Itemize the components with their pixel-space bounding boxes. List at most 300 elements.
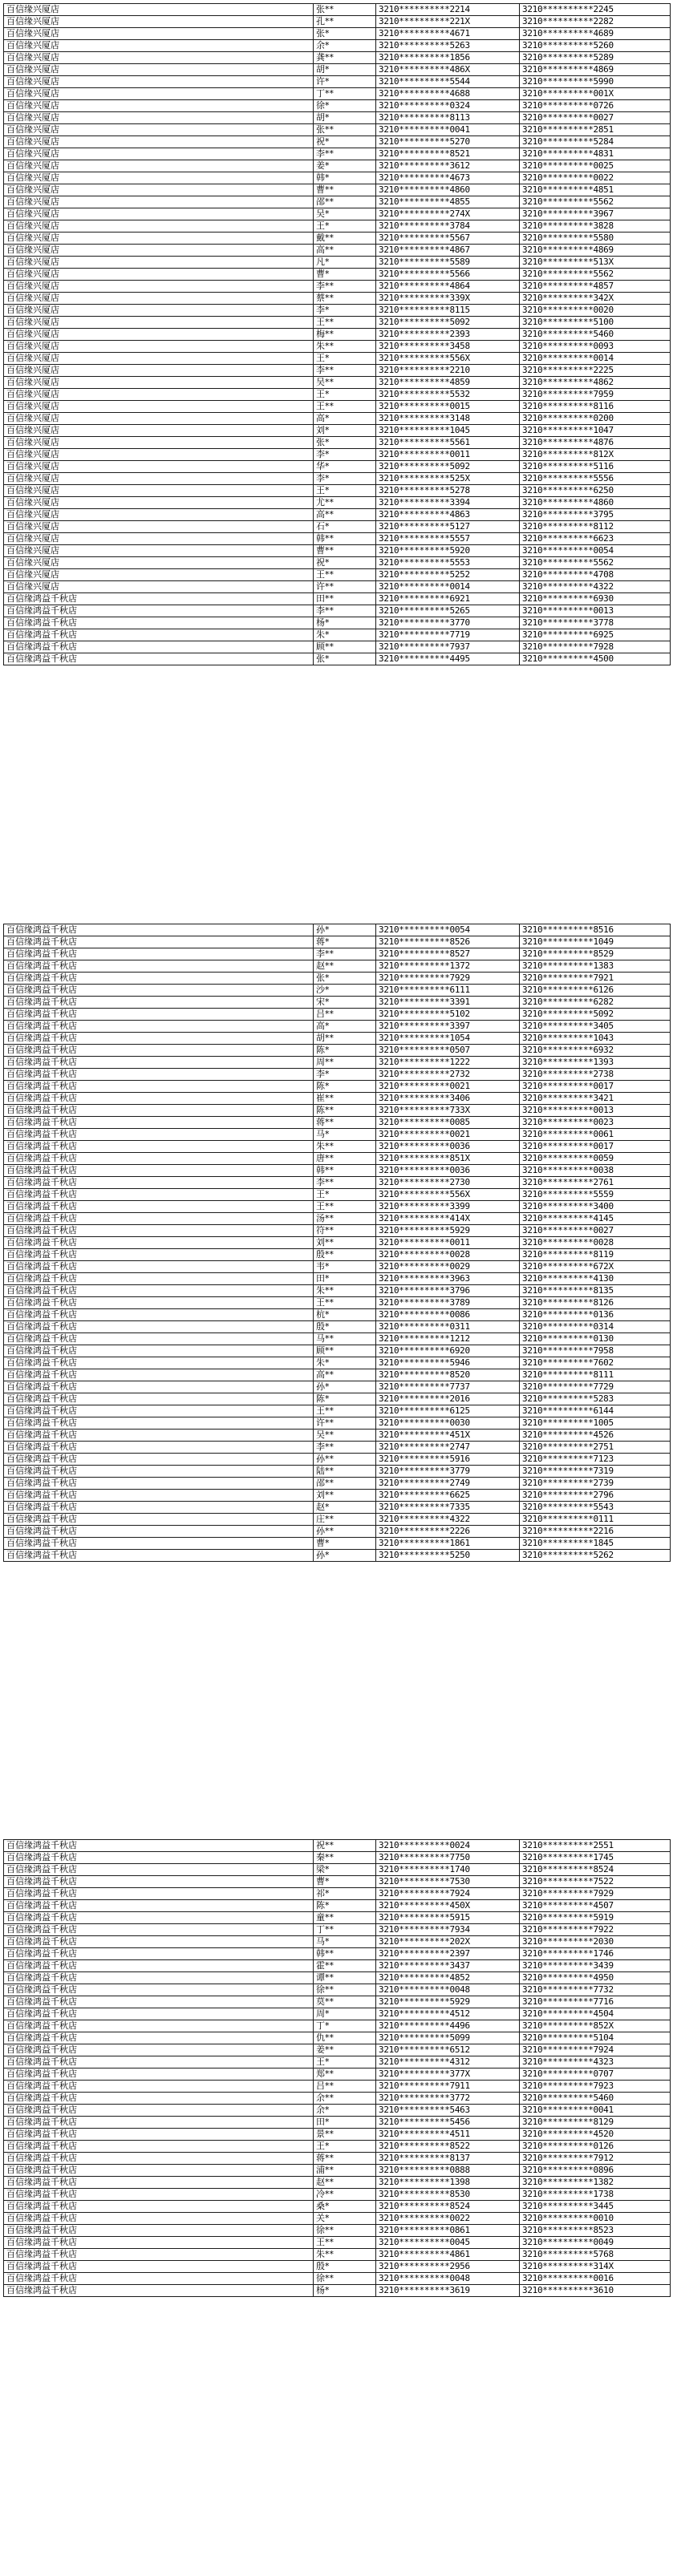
person-name-cell: 蒋** bbox=[314, 2153, 376, 2165]
id-number-cell: 3210**********2214 bbox=[376, 4, 520, 16]
id-number-alt-cell: 3210**********3610 bbox=[520, 2285, 671, 2297]
store-name-cell: 百信缘兴厦店 bbox=[4, 28, 314, 40]
table-row bbox=[4, 1972, 671, 1984]
id-number-alt-cell: 3210**********7921 bbox=[520, 973, 671, 985]
store-name-cell: 百信缘兴厦店 bbox=[4, 196, 314, 208]
person-name-cell: 许** bbox=[314, 581, 376, 593]
id-number-alt-cell: 3210**********8524 bbox=[520, 1864, 671, 1876]
store-name-cell: 百信缘兴厦店 bbox=[4, 220, 314, 233]
person-name-cell: 王* bbox=[314, 389, 376, 401]
table-row bbox=[4, 1129, 671, 1141]
id-number-cell: 3210**********1222 bbox=[376, 1057, 520, 1069]
store-name-cell: 百信缘鸿益千秋店 bbox=[4, 1960, 314, 1972]
id-number-cell: 3210**********0036 bbox=[376, 1141, 520, 1153]
store-name-cell: 百信缘鸿益千秋店 bbox=[4, 1381, 314, 1393]
id-number-alt-cell: 3210**********6930 bbox=[520, 593, 671, 605]
person-name-cell: 孔** bbox=[314, 16, 376, 28]
store-name-cell: 百信缘兴厦店 bbox=[4, 4, 314, 16]
id-number-cell: 3210**********3796 bbox=[376, 1285, 520, 1297]
table-row bbox=[4, 329, 671, 341]
store-name-cell: 百信缘鸿益千秋店 bbox=[4, 1393, 314, 1405]
store-name-cell: 百信缘兴厦店 bbox=[4, 401, 314, 413]
id-number-cell: 3210**********4852 bbox=[376, 1972, 520, 1984]
person-name-cell: 梅** bbox=[314, 329, 376, 341]
store-name-cell: 百信缘兴厦店 bbox=[4, 425, 314, 437]
store-name-cell: 百信缘兴厦店 bbox=[4, 172, 314, 184]
id-number-cell: 3210**********6625 bbox=[376, 1490, 520, 1502]
id-number-alt-cell: 3210**********3421 bbox=[520, 1093, 671, 1105]
person-name-cell: 顾** bbox=[314, 1345, 376, 1357]
id-number-alt-cell: 3210**********5116 bbox=[520, 461, 671, 473]
store-name-cell: 百信缘兴厦店 bbox=[4, 317, 314, 329]
store-name-cell: 百信缘兴厦店 bbox=[4, 365, 314, 377]
id-number-alt-cell: 3210**********8116 bbox=[520, 401, 671, 413]
table-row bbox=[4, 1105, 671, 1117]
id-number-cell: 3210**********4855 bbox=[376, 196, 520, 208]
table-row bbox=[4, 924, 671, 936]
store-name-cell: 百信缘鸿益千秋店 bbox=[4, 2032, 314, 2044]
id-number-cell: 3210**********5099 bbox=[376, 2032, 520, 2044]
id-number-cell: 3210**********4861 bbox=[376, 2249, 520, 2261]
person-name-cell: 祝* bbox=[314, 136, 376, 148]
id-number-alt-cell: 3210**********7959 bbox=[520, 389, 671, 401]
id-number-alt-cell: 3210**********8112 bbox=[520, 521, 671, 533]
id-number-cell: 3210**********5092 bbox=[376, 317, 520, 329]
store-name-cell: 百信缘鸿益千秋店 bbox=[4, 593, 314, 605]
table-row bbox=[4, 2056, 671, 2068]
table-row bbox=[4, 973, 671, 985]
person-name-cell: 曹* bbox=[314, 1538, 376, 1550]
person-name-cell: 张** bbox=[314, 4, 376, 16]
person-name-cell: 凡* bbox=[314, 257, 376, 269]
store-name-cell: 百信缘鸿益千秋店 bbox=[4, 1924, 314, 1936]
id-number-alt-cell: 3210**********2216 bbox=[520, 1526, 671, 1538]
person-name-cell: 张* bbox=[314, 973, 376, 985]
table-row bbox=[4, 1466, 671, 1478]
table-row bbox=[4, 1876, 671, 1888]
person-name-cell: 莫** bbox=[314, 1996, 376, 2008]
store-name-cell: 百信缘鸿益千秋店 bbox=[4, 1550, 314, 1562]
person-name-cell: 陈* bbox=[314, 1045, 376, 1057]
table-row bbox=[4, 1405, 671, 1417]
id-number-alt-cell: 3210**********2796 bbox=[520, 1490, 671, 1502]
id-number-cell: 3210**********2732 bbox=[376, 1069, 520, 1081]
id-number-alt-cell: 3210**********3405 bbox=[520, 1021, 671, 1033]
person-name-cell: 浦** bbox=[314, 2165, 376, 2177]
id-number-cell: 3210**********221X bbox=[376, 16, 520, 28]
store-name-cell: 百信缘鸿益千秋店 bbox=[4, 1117, 314, 1129]
table-row bbox=[4, 1454, 671, 1466]
store-name-cell: 百信缘鸿益千秋店 bbox=[4, 1237, 314, 1249]
store-name-cell: 百信缘兴厦店 bbox=[4, 269, 314, 281]
id-number-alt-cell: 3210**********0025 bbox=[520, 160, 671, 172]
id-number-cell: 3210**********0024 bbox=[376, 1840, 520, 1852]
store-name-cell: 百信缘鸿益千秋店 bbox=[4, 1852, 314, 1864]
store-name-cell: 百信缘鸿益千秋店 bbox=[4, 1105, 314, 1117]
id-number-cell: 3210**********5252 bbox=[376, 569, 520, 581]
table-row bbox=[4, 365, 671, 377]
id-number-alt-cell: 3210**********4831 bbox=[520, 148, 671, 160]
table-row bbox=[4, 629, 671, 641]
store-name-cell: 百信缘鸿益千秋店 bbox=[4, 1309, 314, 1321]
id-number-alt-cell: 3210**********8111 bbox=[520, 1369, 671, 1381]
store-name-cell: 百信缘鸿益千秋店 bbox=[4, 1201, 314, 1213]
table-row bbox=[4, 1840, 671, 1852]
id-number-cell: 3210**********5589 bbox=[376, 257, 520, 269]
store-name-cell: 百信缘鸿益千秋店 bbox=[4, 1045, 314, 1057]
id-number-cell: 3210**********5102 bbox=[376, 1009, 520, 1021]
table-row bbox=[4, 497, 671, 509]
person-name-cell: 华* bbox=[314, 461, 376, 473]
id-number-alt-cell: 3210**********2739 bbox=[520, 1478, 671, 1490]
id-number-cell: 3210**********2226 bbox=[376, 1526, 520, 1538]
id-number-alt-cell: 3210**********0726 bbox=[520, 100, 671, 112]
id-number-cell: 3210**********4864 bbox=[376, 281, 520, 293]
table-row bbox=[4, 2129, 671, 2141]
id-number-alt-cell: 3210**********7602 bbox=[520, 1357, 671, 1369]
table-row bbox=[4, 473, 671, 485]
store-name-cell: 百信缘兴厦店 bbox=[4, 208, 314, 220]
store-name-cell: 百信缘鸿益千秋店 bbox=[4, 2117, 314, 2129]
table-row bbox=[4, 1201, 671, 1213]
id-number-cell: 3210**********0085 bbox=[376, 1117, 520, 1129]
store-name-cell: 百信缘鸿益千秋店 bbox=[4, 997, 314, 1009]
id-number-alt-cell: 3210**********0093 bbox=[520, 341, 671, 353]
table-row bbox=[4, 112, 671, 124]
store-name-cell: 百信缘鸿益千秋店 bbox=[4, 1912, 314, 1924]
table-row bbox=[4, 997, 671, 1009]
id-number-cell: 3210**********486X bbox=[376, 64, 520, 76]
id-number-cell: 3210**********5463 bbox=[376, 2105, 520, 2117]
person-name-cell: 蒋* bbox=[314, 936, 376, 948]
table-row bbox=[4, 2285, 671, 2297]
table-row bbox=[4, 521, 671, 533]
id-number-alt-cell: 3210**********0020 bbox=[520, 305, 671, 317]
id-number-cell: 3210**********2956 bbox=[376, 2261, 520, 2273]
person-name-cell: 梁* bbox=[314, 1864, 376, 1876]
id-number-cell: 3210**********7737 bbox=[376, 1381, 520, 1393]
store-name-cell: 百信缘鸿益千秋店 bbox=[4, 936, 314, 948]
id-number-alt-cell: 3210**********8135 bbox=[520, 1285, 671, 1297]
table-row bbox=[4, 605, 671, 617]
id-number-alt-cell: 3210**********5543 bbox=[520, 1502, 671, 1514]
id-number-cell: 3210**********8115 bbox=[376, 305, 520, 317]
person-name-cell: 谭** bbox=[314, 1972, 376, 1984]
person-name-cell: 张** bbox=[314, 124, 376, 136]
store-name-cell: 百信缘兴厦店 bbox=[4, 184, 314, 196]
store-name-cell: 百信缘兴厦店 bbox=[4, 509, 314, 521]
table-row bbox=[4, 641, 671, 653]
table-row bbox=[4, 1177, 671, 1189]
person-name-cell: 桑* bbox=[314, 2201, 376, 2213]
id-number-cell: 3210**********451X bbox=[376, 1430, 520, 1442]
id-number-cell: 3210**********525X bbox=[376, 473, 520, 485]
id-number-cell: 3210**********0030 bbox=[376, 1417, 520, 1430]
person-name-cell: 高** bbox=[314, 509, 376, 521]
table-row bbox=[4, 317, 671, 329]
store-name-cell: 百信缘兴厦店 bbox=[4, 112, 314, 124]
id-number-alt-cell: 3210**********0130 bbox=[520, 1333, 671, 1345]
id-number-cell: 3210**********4496 bbox=[376, 2020, 520, 2032]
store-name-cell: 百信缘鸿益千秋店 bbox=[4, 1466, 314, 1478]
person-name-cell: 余** bbox=[314, 2093, 376, 2105]
id-number-cell: 3210**********1861 bbox=[376, 1538, 520, 1550]
id-number-alt-cell: 3210**********7912 bbox=[520, 2153, 671, 2165]
store-name-cell: 百信缘鸿益千秋店 bbox=[4, 1405, 314, 1417]
id-number-alt-cell: 3210**********5284 bbox=[520, 136, 671, 148]
table-row bbox=[4, 569, 671, 581]
id-number-alt-cell: 3210**********0038 bbox=[520, 1165, 671, 1177]
id-number-cell: 3210**********2730 bbox=[376, 1177, 520, 1189]
store-name-cell: 百信缘鸿益千秋店 bbox=[4, 2056, 314, 2068]
id-number-alt-cell: 3210**********3795 bbox=[520, 509, 671, 521]
store-name-cell: 百信缘鸿益千秋店 bbox=[4, 1900, 314, 1912]
table-row bbox=[4, 124, 671, 136]
id-number-alt-cell: 3210**********2851 bbox=[520, 124, 671, 136]
table-row bbox=[4, 1237, 671, 1249]
store-name-cell: 百信缘兴厦店 bbox=[4, 124, 314, 136]
id-number-cell: 3210**********5557 bbox=[376, 533, 520, 545]
id-number-cell: 3210**********7530 bbox=[376, 1876, 520, 1888]
id-number-alt-cell: 3210**********8516 bbox=[520, 924, 671, 936]
id-number-alt-cell: 3210**********0027 bbox=[520, 112, 671, 124]
table-row bbox=[4, 1225, 671, 1237]
person-name-cell: 陆** bbox=[314, 1466, 376, 1478]
person-name-cell: 高* bbox=[314, 413, 376, 425]
store-name-cell: 百信缘兴厦店 bbox=[4, 100, 314, 112]
person-name-cell: 崔** bbox=[314, 1093, 376, 1105]
store-name-cell: 百信缘兴厦店 bbox=[4, 497, 314, 509]
table-row bbox=[4, 389, 671, 401]
person-name-cell: 邵** bbox=[314, 1478, 376, 1490]
table-row bbox=[4, 1852, 671, 1864]
person-name-cell: 孙* bbox=[314, 1381, 376, 1393]
id-number-alt-cell: 3210**********6925 bbox=[520, 629, 671, 641]
id-number-alt-cell: 3210**********4857 bbox=[520, 281, 671, 293]
table-row bbox=[4, 1297, 671, 1309]
id-number-cell: 3210**********2210 bbox=[376, 365, 520, 377]
table-row bbox=[4, 1417, 671, 1430]
store-name-cell: 百信缘鸿益千秋店 bbox=[4, 1081, 314, 1093]
store-name-cell: 百信缘兴厦店 bbox=[4, 449, 314, 461]
id-number-cell: 3210**********1372 bbox=[376, 960, 520, 973]
store-name-cell: 百信缘鸿益千秋店 bbox=[4, 1321, 314, 1333]
table-row bbox=[4, 2165, 671, 2177]
person-name-cell: 李** bbox=[314, 1442, 376, 1454]
id-number-alt-cell: 3210**********7958 bbox=[520, 1345, 671, 1357]
table-row bbox=[4, 1526, 671, 1538]
id-number-cell: 3210**********5270 bbox=[376, 136, 520, 148]
table-row bbox=[4, 1514, 671, 1526]
id-number-alt-cell: 3210**********4860 bbox=[520, 497, 671, 509]
person-name-cell: 石* bbox=[314, 521, 376, 533]
table-row bbox=[4, 293, 671, 305]
table-row bbox=[4, 377, 671, 389]
table-row bbox=[4, 160, 671, 172]
person-name-cell: 吴* bbox=[314, 208, 376, 220]
person-name-cell: 秦** bbox=[314, 1852, 376, 1864]
table-row bbox=[4, 281, 671, 293]
id-number-alt-cell: 3210**********0027 bbox=[520, 1225, 671, 1237]
table-row bbox=[4, 2044, 671, 2056]
id-number-cell: 3210**********5092 bbox=[376, 461, 520, 473]
id-number-cell: 3210**********4867 bbox=[376, 245, 520, 257]
id-number-alt-cell: 3210**********0013 bbox=[520, 1105, 671, 1117]
person-name-cell: 陈* bbox=[314, 1081, 376, 1093]
person-name-cell: 刘** bbox=[314, 1490, 376, 1502]
table-row bbox=[4, 1345, 671, 1357]
id-number-cell: 3210**********5544 bbox=[376, 76, 520, 88]
store-name-cell: 百信缘兴厦店 bbox=[4, 40, 314, 52]
store-name-cell: 百信缘兴厦店 bbox=[4, 581, 314, 593]
store-name-cell: 百信缘兴厦店 bbox=[4, 305, 314, 317]
table-row bbox=[4, 557, 671, 569]
id-number-cell: 3210**********5532 bbox=[376, 389, 520, 401]
person-name-cell: 李* bbox=[314, 449, 376, 461]
id-number-alt-cell: 3210**********4851 bbox=[520, 184, 671, 196]
id-number-alt-cell: 3210**********0200 bbox=[520, 413, 671, 425]
id-number-cell: 3210**********4671 bbox=[376, 28, 520, 40]
store-name-cell: 百信缘鸿益千秋店 bbox=[4, 1876, 314, 1888]
table-row bbox=[4, 2177, 671, 2189]
id-number-cell: 3210**********8520 bbox=[376, 1369, 520, 1381]
id-number-cell: 3210**********0048 bbox=[376, 1984, 520, 1996]
table-row bbox=[4, 1321, 671, 1333]
table-row bbox=[4, 1213, 671, 1225]
person-name-cell: 顾** bbox=[314, 641, 376, 653]
store-name-cell: 百信缘鸿益千秋店 bbox=[4, 1009, 314, 1021]
id-number-alt-cell: 3210**********1738 bbox=[520, 2189, 671, 2201]
id-number-alt-cell: 3210**********001X bbox=[520, 88, 671, 100]
store-name-cell: 百信缘鸿益千秋店 bbox=[4, 1033, 314, 1045]
table-row bbox=[4, 425, 671, 437]
id-number-cell: 3210**********3772 bbox=[376, 2093, 520, 2105]
store-name-cell: 百信缘鸿益千秋店 bbox=[4, 2141, 314, 2153]
store-name-cell: 百信缘鸿益千秋店 bbox=[4, 2249, 314, 2261]
id-number-alt-cell: 3210**********4322 bbox=[520, 581, 671, 593]
id-number-alt-cell: 3210**********2282 bbox=[520, 16, 671, 28]
person-name-cell: 田** bbox=[314, 593, 376, 605]
id-number-alt-cell: 3210**********7732 bbox=[520, 1984, 671, 1996]
id-number-cell: 3210**********8530 bbox=[376, 2189, 520, 2201]
id-number-alt-cell: 3210**********6144 bbox=[520, 1405, 671, 1417]
id-number-alt-cell: 3210**********1005 bbox=[520, 1417, 671, 1430]
store-name-cell: 百信缘鸿益千秋店 bbox=[4, 2093, 314, 2105]
table-row bbox=[4, 2249, 671, 2261]
id-number-cell: 3210**********7934 bbox=[376, 1924, 520, 1936]
person-name-cell: 朱* bbox=[314, 1357, 376, 1369]
person-name-cell: 高** bbox=[314, 245, 376, 257]
store-name-cell: 百信缘鸿益千秋店 bbox=[4, 1454, 314, 1466]
person-name-cell: 陈** bbox=[314, 1105, 376, 1117]
id-number-cell: 3210**********2749 bbox=[376, 1478, 520, 1490]
id-number-alt-cell: 3210**********3967 bbox=[520, 208, 671, 220]
id-number-alt-cell: 3210**********1393 bbox=[520, 1057, 671, 1069]
store-name-cell: 百信缘鸿益千秋店 bbox=[4, 1213, 314, 1225]
id-number-cell: 3210**********733X bbox=[376, 1105, 520, 1117]
id-number-alt-cell: 3210**********6282 bbox=[520, 997, 671, 1009]
id-number-cell: 3210**********0011 bbox=[376, 449, 520, 461]
id-number-alt-cell: 3210**********5260 bbox=[520, 40, 671, 52]
id-number-cell: 3210**********450X bbox=[376, 1900, 520, 1912]
id-number-alt-cell: 3210**********2738 bbox=[520, 1069, 671, 1081]
id-number-alt-cell: 3210**********5460 bbox=[520, 329, 671, 341]
person-name-cell: 王* bbox=[314, 220, 376, 233]
store-name-cell: 百信缘鸿益千秋店 bbox=[4, 1948, 314, 1960]
store-name-cell: 百信缘鸿益千秋店 bbox=[4, 1526, 314, 1538]
table-row bbox=[4, 2201, 671, 2213]
id-number-cell: 3210**********0048 bbox=[376, 2273, 520, 2285]
store-name-cell: 百信缘鸿益千秋店 bbox=[4, 1141, 314, 1153]
store-name-cell: 百信缘鸿益千秋店 bbox=[4, 2213, 314, 2225]
id-number-alt-cell: 3210**********513X bbox=[520, 257, 671, 269]
person-name-cell: 徐* bbox=[314, 100, 376, 112]
id-number-alt-cell: 3210**********6126 bbox=[520, 985, 671, 997]
id-number-alt-cell: 3210**********5562 bbox=[520, 269, 671, 281]
store-name-cell: 百信缘鸿益千秋店 bbox=[4, 1189, 314, 1201]
table-row bbox=[4, 509, 671, 521]
person-name-cell: 马* bbox=[314, 1936, 376, 1948]
person-name-cell: 曹** bbox=[314, 184, 376, 196]
store-name-cell: 百信缘鸿益千秋店 bbox=[4, 1514, 314, 1526]
person-name-cell: 吕** bbox=[314, 2081, 376, 2093]
store-name-cell: 百信缘鸿益千秋店 bbox=[4, 1478, 314, 1490]
table-row bbox=[4, 1285, 671, 1297]
id-number-alt-cell: 3210**********0061 bbox=[520, 1129, 671, 1141]
store-name-cell: 百信缘鸿益千秋店 bbox=[4, 653, 314, 665]
id-number-alt-cell: 3210**********1047 bbox=[520, 425, 671, 437]
store-name-cell: 百信缘鸿益千秋店 bbox=[4, 948, 314, 960]
id-number-cell: 3210**********5915 bbox=[376, 1912, 520, 1924]
table-row bbox=[4, 1960, 671, 1972]
store-name-cell: 百信缘鸿益千秋店 bbox=[4, 1297, 314, 1309]
table-row bbox=[4, 2117, 671, 2129]
store-name-cell: 百信缘兴厦店 bbox=[4, 569, 314, 581]
id-number-alt-cell: 3210**********0111 bbox=[520, 1514, 671, 1526]
id-number-cell: 3210**********0324 bbox=[376, 100, 520, 112]
id-number-cell: 3210**********556X bbox=[376, 353, 520, 365]
id-number-alt-cell: 3210**********7716 bbox=[520, 1996, 671, 2008]
table-row bbox=[4, 437, 671, 449]
store-name-cell: 百信缘鸿益千秋店 bbox=[4, 2153, 314, 2165]
store-name-cell: 百信缘鸿益千秋店 bbox=[4, 1538, 314, 1550]
id-number-cell: 3210**********1212 bbox=[376, 1333, 520, 1345]
id-number-cell: 3210**********6512 bbox=[376, 2044, 520, 2056]
person-name-cell: 李** bbox=[314, 1177, 376, 1189]
person-name-cell: 王** bbox=[314, 1405, 376, 1417]
id-number-cell: 3210**********5278 bbox=[376, 485, 520, 497]
table-row bbox=[4, 1381, 671, 1393]
person-name-cell: 朱** bbox=[314, 2249, 376, 2261]
id-number-alt-cell: 3210**********3778 bbox=[520, 617, 671, 629]
table-row bbox=[4, 245, 671, 257]
store-name-cell: 百信缘鸿益千秋店 bbox=[4, 1069, 314, 1081]
id-number-cell: 3210**********5127 bbox=[376, 521, 520, 533]
id-number-cell: 3210**********3399 bbox=[376, 1201, 520, 1213]
store-name-cell: 百信缘鸿益千秋店 bbox=[4, 1369, 314, 1381]
person-name-cell: 丁** bbox=[314, 1924, 376, 1936]
table-row bbox=[4, 449, 671, 461]
id-number-cell: 3210**********8526 bbox=[376, 936, 520, 948]
id-number-alt-cell: 3210**********0017 bbox=[520, 1081, 671, 1093]
id-number-cell: 3210**********3789 bbox=[376, 1297, 520, 1309]
id-number-alt-cell: 3210**********4708 bbox=[520, 569, 671, 581]
id-number-cell: 3210**********4673 bbox=[376, 172, 520, 184]
id-number-cell: 3210**********2016 bbox=[376, 1393, 520, 1405]
id-number-alt-cell: 3210**********0016 bbox=[520, 2273, 671, 2285]
id-number-cell: 3210**********6111 bbox=[376, 985, 520, 997]
id-number-alt-cell: 3210**********4145 bbox=[520, 1213, 671, 1225]
